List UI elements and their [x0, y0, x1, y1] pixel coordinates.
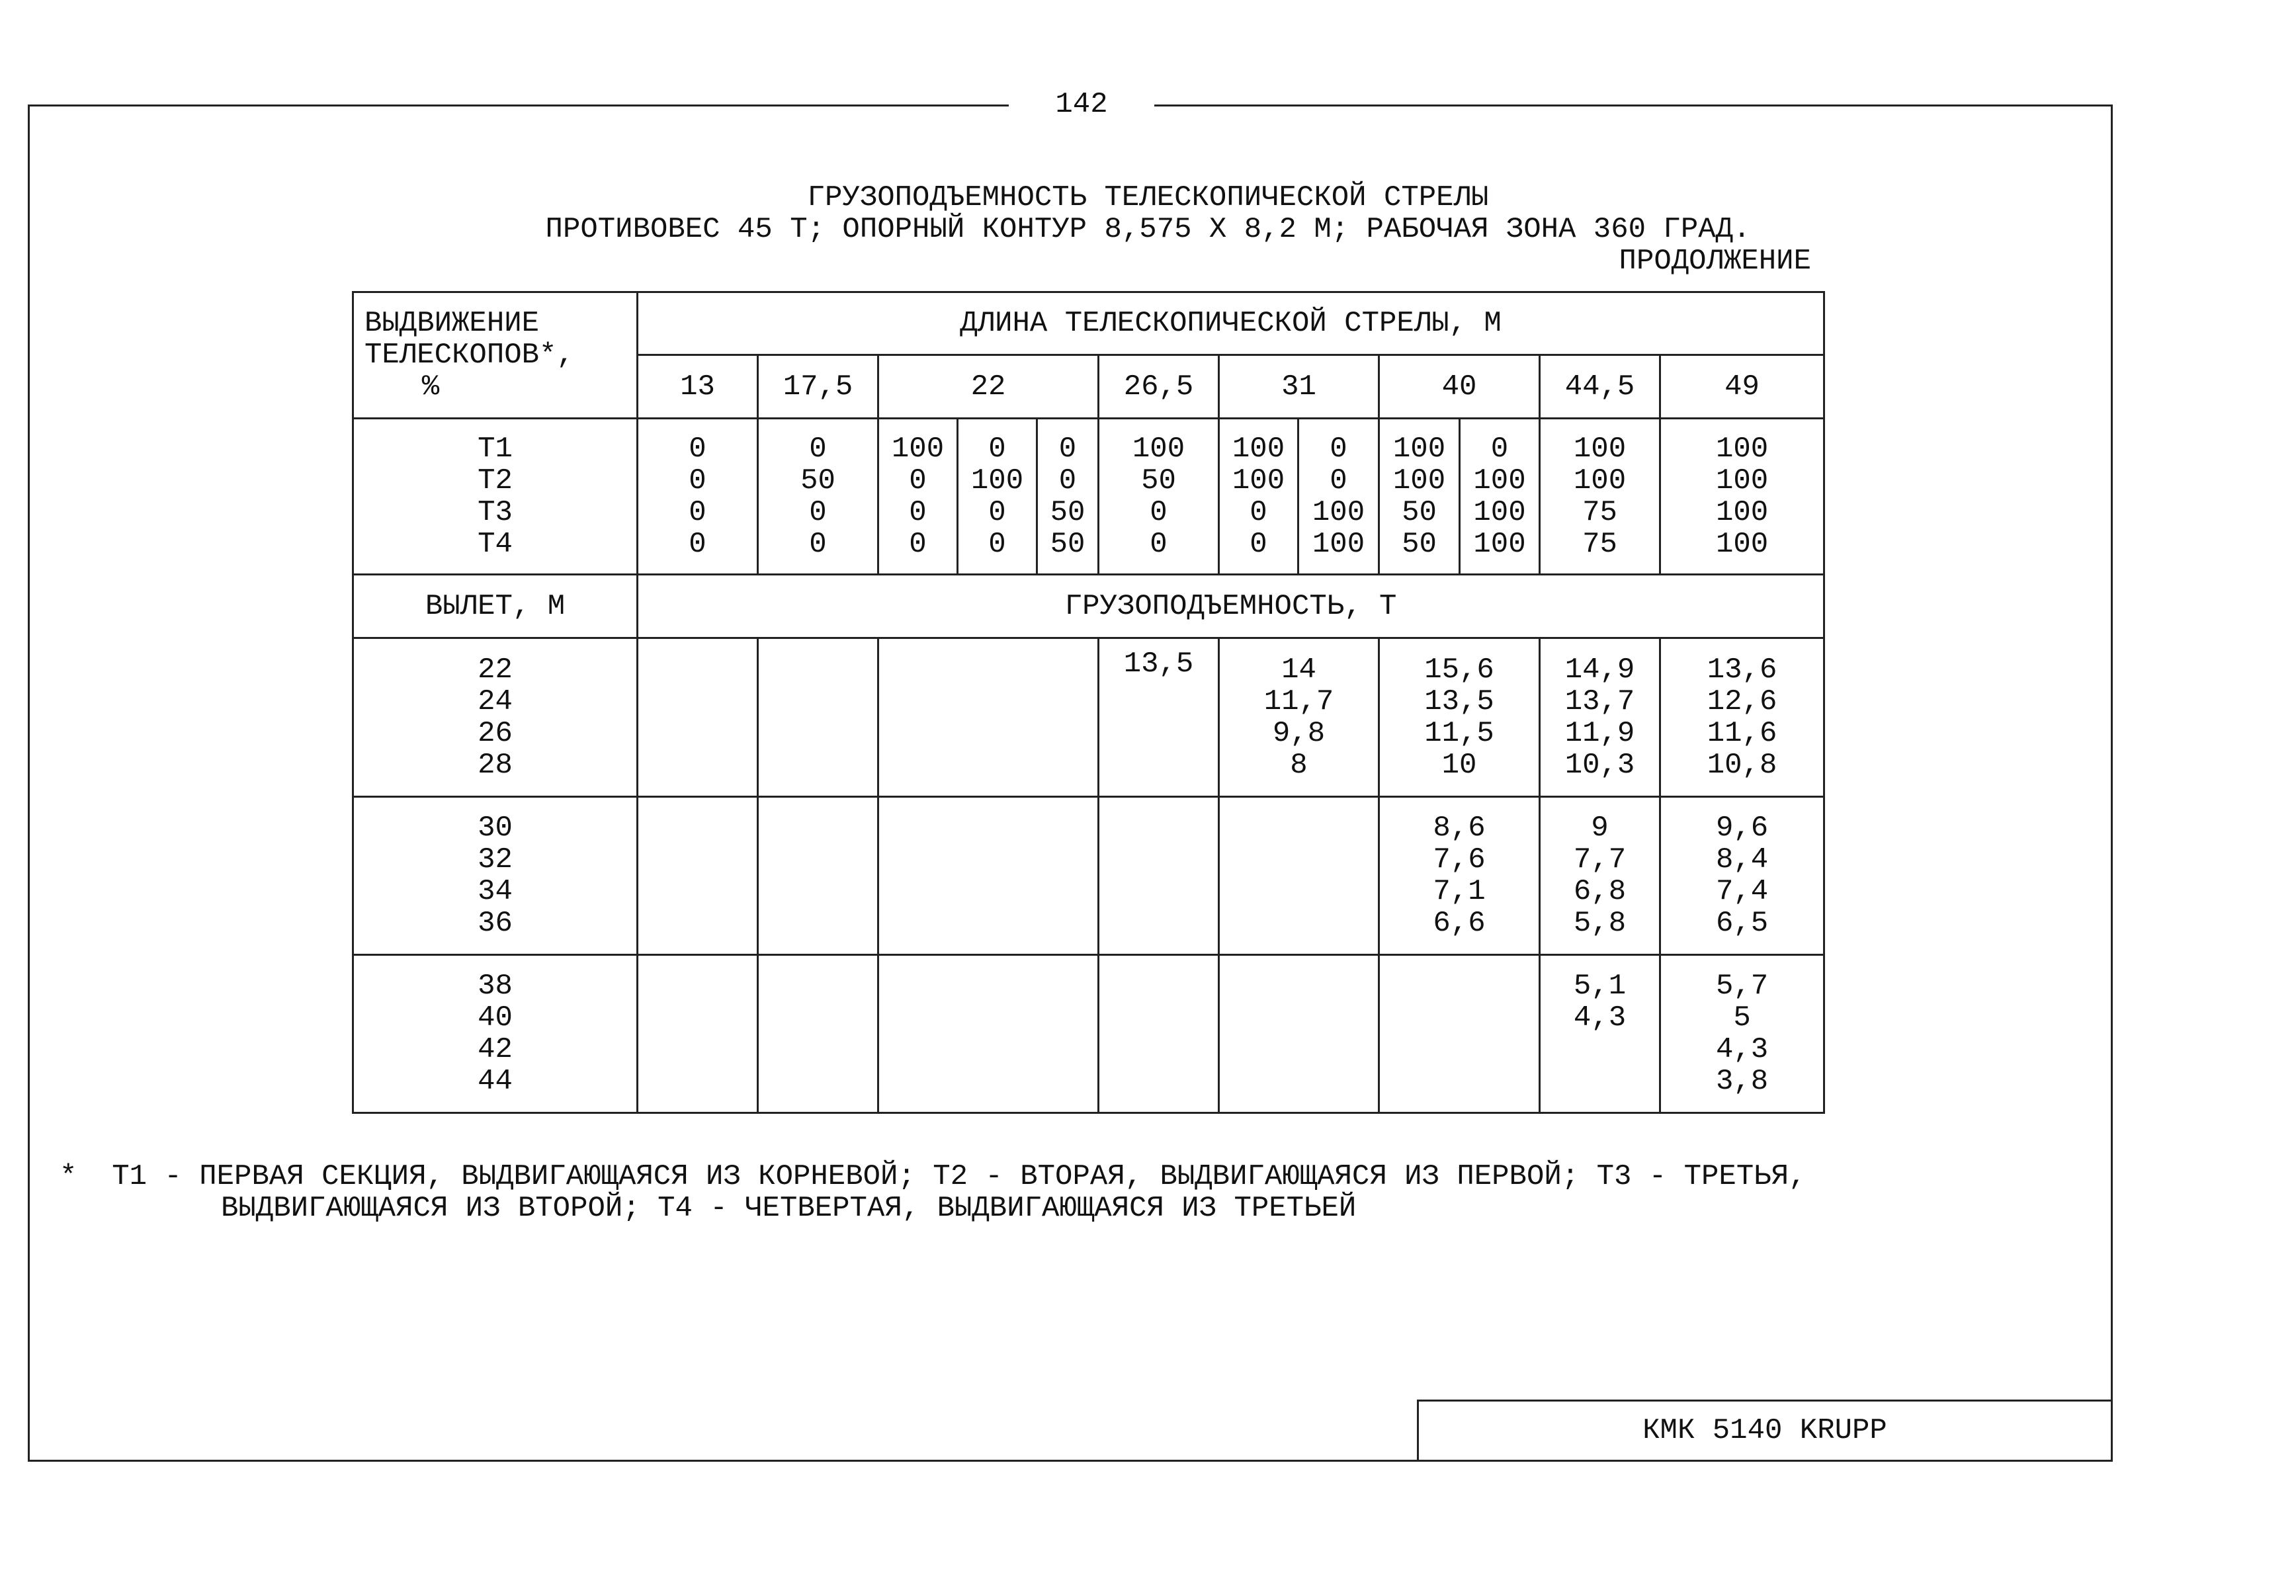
capacity-header: ГРУЗОПОДЪЕМНОСТЬ, Т [638, 575, 1824, 638]
capacity-cell [638, 955, 758, 1113]
extension-cell: 100 0 0 0 [878, 419, 958, 575]
extension-cell: 100 100 100 100 [1660, 419, 1824, 575]
capacity-cell [1219, 797, 1379, 955]
length-cell: 26,5 [1099, 355, 1219, 419]
capacity-cell [878, 797, 1099, 955]
length-cell: 44,5 [1540, 355, 1660, 419]
extension-header: ВЫДВИЖЕНИЕ ТЕЛЕСКОПОВ*, % [353, 292, 638, 419]
reach-values: 30 32 34 36 [353, 797, 638, 955]
capacity-cell [758, 638, 878, 797]
length-cell: 31 [1219, 355, 1379, 419]
capacity-cell: 13,6 12,6 11,6 10,8 [1660, 638, 1824, 797]
capacity-cell: 8,6 7,6 7,1 6,6 [1379, 797, 1540, 955]
boom-length-header: ДЛИНА ТЕЛЕСКОПИЧЕСКОЙ СТРЕЛЫ, М [638, 292, 1824, 355]
extension-cell: 0 50 0 0 [758, 419, 878, 575]
reach-header: ВЫЛЕТ, М [353, 575, 638, 638]
capacity-cell [758, 797, 878, 955]
extension-cell: 100 100 75 75 [1540, 419, 1660, 575]
extension-cell: 100 100 50 50 [1379, 419, 1460, 575]
capacity-cell: 15,6 13,5 11,5 10 [1379, 638, 1540, 797]
length-cell: 49 [1660, 355, 1824, 419]
capacity-cell [758, 955, 878, 1113]
capacity-cell: 5,1 4,3 [1540, 955, 1660, 1113]
table-title: ГРУЗОПОДЪЕМНОСТЬ ТЕЛЕСКОПИЧЕСКОЙ СТРЕЛЫ [807, 181, 1489, 214]
section-labels: Т1 Т2 Т3 Т4 [353, 419, 638, 575]
length-cell: 22 [878, 355, 1099, 419]
extension-cell: 0 0 0 0 [638, 419, 758, 575]
capacity-cell [638, 638, 758, 797]
title-block [1417, 1400, 2113, 1462]
capacity-cell [1219, 955, 1379, 1113]
page-number: 142 [1009, 86, 1154, 123]
extension-cell: 100 50 0 0 [1099, 419, 1219, 575]
extension-cell: 0 100 100 100 [1460, 419, 1540, 575]
capacity-cell: 9 7,7 6,8 5,8 [1540, 797, 1660, 955]
extension-cell: 100 100 0 0 [1219, 419, 1298, 575]
document-code: КМК 5140 KRUPP [1642, 1414, 1887, 1447]
capacity-cell: 9,6 8,4 7,4 6,5 [1660, 797, 1824, 955]
capacity-cell [1099, 955, 1219, 1113]
load-capacity-table [352, 291, 1825, 1114]
length-cell: 40 [1379, 355, 1540, 419]
extension-cell: 0 0 100 100 [1298, 419, 1379, 575]
continuation-label: ПРОДОЛЖЕНИЕ [1619, 245, 1811, 278]
reach-values: 22 24 26 28 [353, 638, 638, 797]
length-cell: 13 [638, 355, 758, 419]
table-subtitle: ПРОТИВОВЕС 45 Т; ОПОРНЫЙ КОНТУР 8,575 Х 8,2 М; РАБОЧАЯ ЗОНА 360 ГРАД. [545, 213, 1751, 246]
footnote: * Т1 - ПЕРВАЯ СЕКЦИЯ, ВЫДВИГАЮЩАЯСЯ ИЗ КОРНЕВОЙ; Т2 - ВТОРАЯ, ВЫДВИГАЮЩАЯСЯ ИЗ ПЕРВОЙ; Т3 - ТРЕТЬЯ, ВЫДВИГАЮЩАЯСЯ ИЗ ВТОРОЙ; Т4 - ЧЕТВЕРТАЯ, ВЫДВИГАЮЩАЯСЯ ИЗ ТРЕТЬЕЙ [60, 1160, 1807, 1225]
length-cell: 17,5 [758, 355, 878, 419]
capacity-cell [638, 797, 758, 955]
capacity-cell: 13,5 [1099, 638, 1219, 797]
reach-values: 38 40 42 44 [353, 955, 638, 1113]
extension-cell: 0 100 0 0 [958, 419, 1037, 575]
capacity-cell [878, 638, 1099, 797]
capacity-cell [878, 955, 1099, 1113]
capacity-cell: 14,9 13,7 11,9 10,3 [1540, 638, 1660, 797]
capacity-cell: 5,7 5 4,3 3,8 [1660, 955, 1824, 1113]
capacity-cell [1099, 797, 1219, 955]
capacity-cell [1379, 955, 1540, 1113]
capacity-cell: 14 11,7 9,8 8 [1219, 638, 1379, 797]
extension-cell: 0 0 50 50 [1037, 419, 1099, 575]
